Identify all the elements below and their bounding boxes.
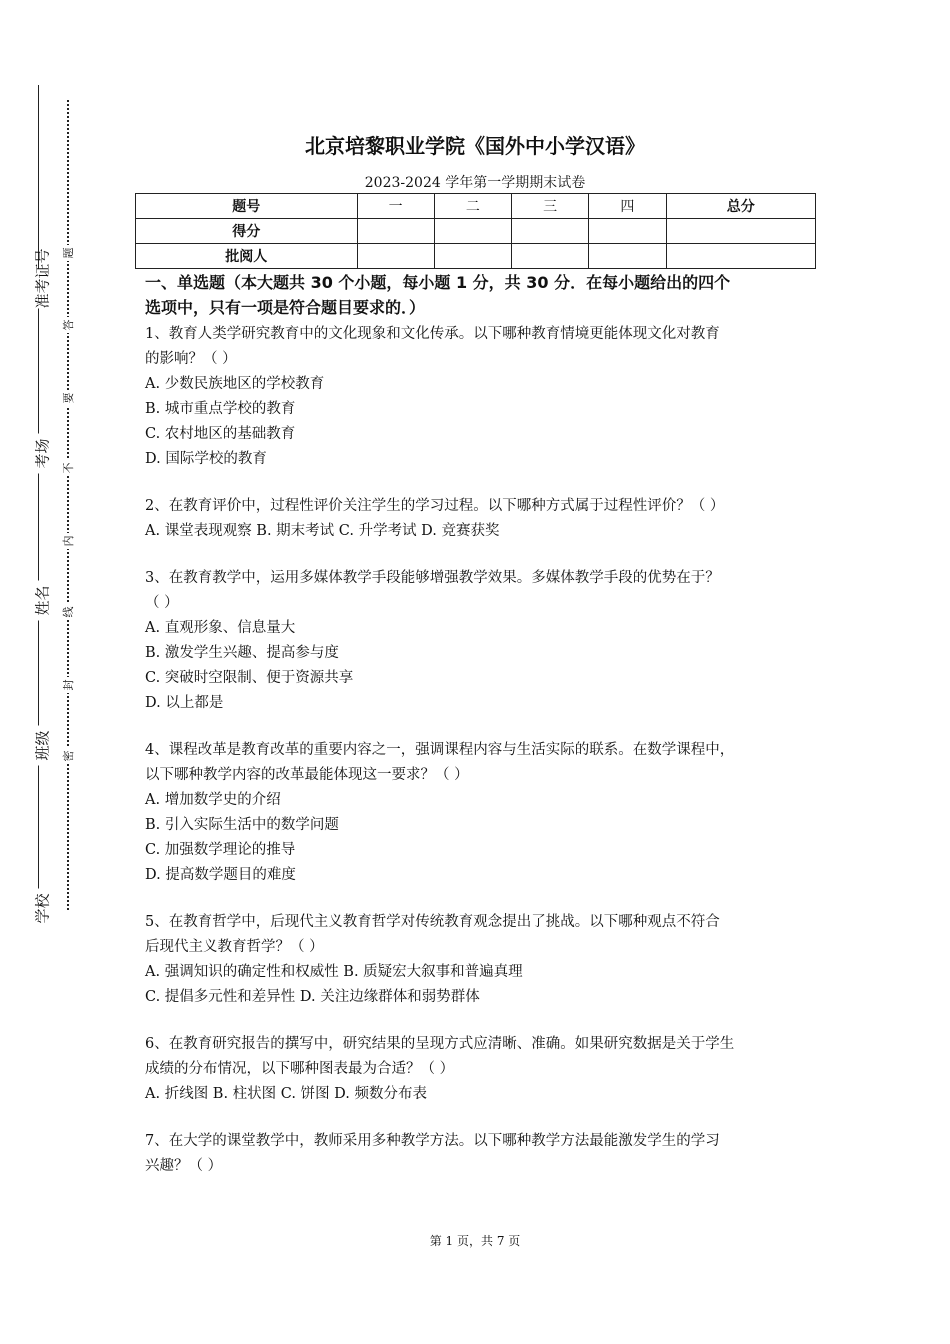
answer-option: A. 增加数学史的介绍	[145, 792, 281, 808]
section-heading	[145, 270, 815, 320]
question-4	[145, 738, 815, 888]
question-text: 1、教育人类学研究教育中的文化现象和文化传承。以下哪种教育情境更能体现文化对教育	[145, 326, 720, 342]
seal-char: 线	[58, 604, 78, 620]
seal-char: 答	[58, 317, 78, 333]
answer-option: D. 国际学校的教育	[145, 451, 267, 467]
binding-line	[38, 85, 39, 925]
answer-option: C. 加强数学理论的推导	[145, 842, 296, 858]
seal-char: 密	[58, 748, 78, 764]
answer-option: B. 城市重点学校的教育	[145, 401, 296, 417]
seal-dotted-line	[67, 100, 69, 910]
question-6	[145, 1032, 815, 1107]
grader-cell	[357, 244, 434, 269]
seal-char: 不	[58, 460, 78, 476]
question-text: 4、课程改革是教育改革的重要内容之一，强调课程内容与生活实际的联系。在数学课程中，	[145, 742, 735, 758]
answer-option: B. 激发学生兴趣、提高参与度	[145, 645, 339, 661]
answer-option: A. 直观形象、信息量大	[145, 620, 296, 636]
table-header-cell: 二	[434, 194, 511, 219]
section-heading-line: 选项中，只有一项是符合题目要求的．）	[145, 298, 426, 317]
question-text: 以下哪种教学内容的改革最能体现这一要求？（ ）	[145, 767, 469, 783]
question-text: 兴趣？（ ）	[145, 1158, 223, 1174]
school-label: 学校	[32, 889, 53, 929]
exam-title: 北京培黎职业学院《国外中小学汉语》	[305, 134, 645, 158]
answer-option: A. 课堂表现观察 B. 期末考试 C. 升学考试 D. 竞赛获奖	[145, 523, 500, 539]
admission-number-label: 准考证号	[33, 248, 52, 309]
seal-char: 要	[58, 390, 78, 406]
table-header-cell: 一	[357, 194, 434, 219]
grader-cell	[512, 244, 589, 269]
student-name-label: 姓名	[32, 581, 53, 621]
question-2	[145, 494, 815, 544]
score-table-header	[136, 194, 816, 219]
question-3	[145, 566, 815, 716]
answer-option: C. 提倡多元性和差异性 D. 关注边缘群体和弱势群体	[145, 989, 480, 1005]
seal-char: 内	[58, 533, 78, 549]
answer-option: A. 少数民族地区的学校教育	[145, 376, 325, 392]
answer-option: C. 突破时空限制、便于资源共享	[145, 670, 354, 686]
question-text: 3、在教育教学中，运用多媒体教学手段能够增强教学效果。多媒体教学手段的优势在于？	[145, 570, 720, 586]
score-cell	[512, 219, 589, 244]
grader-row	[136, 244, 816, 269]
page-number: 第 1 页，共 7 页	[429, 1234, 521, 1248]
question-list	[145, 322, 815, 1179]
exam-room-label: 考场	[32, 434, 53, 474]
score-cell	[357, 219, 434, 244]
seal-char: 题	[58, 245, 78, 261]
seal-char: 封	[58, 677, 78, 693]
question-text: （ ）	[145, 595, 179, 611]
exam-subtitle: 2023-2024 学年第一学期期末试卷	[364, 175, 586, 191]
question-7	[145, 1129, 815, 1179]
score-cell	[666, 219, 815, 244]
table-header-cell: 题号	[136, 194, 358, 219]
table-header-cell: 三	[512, 194, 589, 219]
answer-option: D. 提高数学题目的难度	[145, 867, 296, 883]
score-row	[136, 219, 816, 244]
score-table	[135, 193, 816, 269]
table-header-cell: 总分	[666, 194, 815, 219]
class-label: 班级	[32, 726, 53, 766]
binding-margin	[0, 0, 100, 1344]
score-cell	[434, 219, 511, 244]
answer-option: C. 农村地区的基础教育	[145, 426, 296, 442]
question-5	[145, 910, 815, 1010]
answer-option: D. 以上都是	[145, 695, 224, 711]
question-text: 5、在教育哲学中，后现代主义教育哲学对传统教育观念提出了挑战。以下哪种观点不符合	[145, 914, 720, 930]
question-text: 2、在教育评价中，过程性评价关注学生的学习过程。以下哪种方式属于过程性评价？（ ）	[145, 498, 725, 514]
answer-option: A. 折线图 B. 柱状图 C. 饼图 D. 频数分布表	[145, 1086, 428, 1102]
row-label: 批阅人	[136, 244, 358, 269]
grader-cell	[589, 244, 666, 269]
score-cell	[589, 219, 666, 244]
question-text: 的影响？（ ）	[145, 351, 237, 367]
row-label: 得分	[136, 219, 358, 244]
answer-option: B. 引入实际生活中的数学问题	[145, 817, 339, 833]
question-1	[145, 322, 815, 472]
grader-cell	[434, 244, 511, 269]
answer-option: A. 强调知识的确定性和权威性 B. 质疑宏大叙事和普遍真理	[145, 964, 523, 980]
exam-content	[145, 270, 815, 1201]
question-text: 7、在大学的课堂教学中，教师采用多种教学方法。以下哪种教学方法最能激发学生的学习	[145, 1133, 720, 1149]
question-text: 成绩的分布情况，以下哪种图表最为合适？（ ）	[145, 1061, 455, 1077]
grader-cell	[666, 244, 815, 269]
table-header-cell: 四	[589, 194, 666, 219]
section-heading-line: 一、单选题（本大题共 30 个小题，每小题 1 分，共 30 分．在每小题给出的四个	[145, 273, 731, 292]
question-text: 6、在教育研究报告的撰写中，研究结果的呈现方式应清晰、准确。如果研究数据是关于学生	[145, 1036, 735, 1052]
question-text: 后现代主义教育哲学？（ ）	[145, 939, 324, 955]
